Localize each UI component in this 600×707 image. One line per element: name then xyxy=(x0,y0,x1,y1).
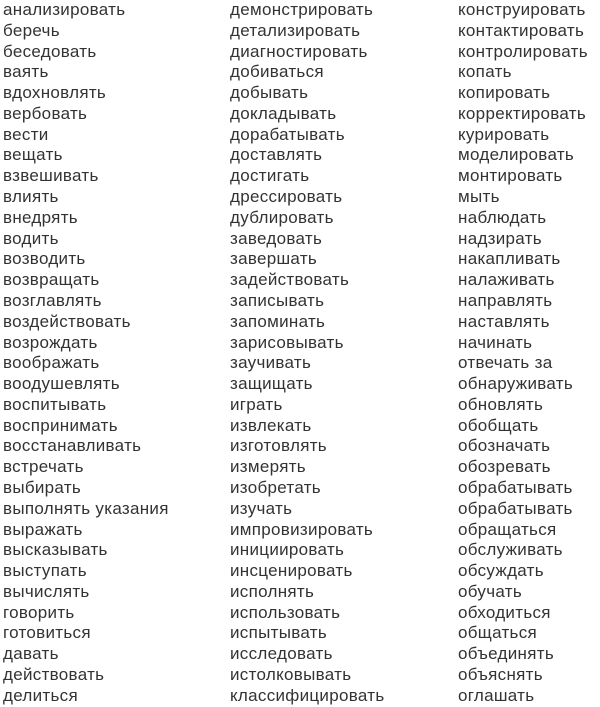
word-item: выступать xyxy=(3,561,87,581)
word-item: влиять xyxy=(3,187,59,207)
word-item: наставлять xyxy=(458,311,550,331)
word-item: обобщать xyxy=(458,415,539,435)
word-item: налаживать xyxy=(458,270,555,290)
word-item: изготовлять xyxy=(230,436,327,456)
word-item: накапливать xyxy=(458,249,561,269)
word-item: вещать xyxy=(3,145,63,165)
word-item: заучивать xyxy=(230,353,312,373)
word-item: завершать xyxy=(230,249,318,269)
word-item: общаться xyxy=(458,623,538,643)
word-item: изучать xyxy=(230,498,293,518)
word-item: вести xyxy=(3,124,49,144)
word-item: классифицировать xyxy=(230,685,385,705)
word-item: дублировать xyxy=(230,207,334,227)
word-column-3 xyxy=(458,0,588,707)
word-item: анализировать xyxy=(3,0,126,19)
word-item: изобретать xyxy=(230,477,321,497)
word-item: давать xyxy=(3,644,59,664)
word-item: обслуживать xyxy=(458,540,563,560)
word-item: оглашать xyxy=(458,685,535,705)
word-item: возводить xyxy=(3,249,86,269)
word-item: контактировать xyxy=(458,20,585,40)
word-item: обходиться xyxy=(458,602,551,622)
word-item: добывать xyxy=(230,83,309,103)
word-item: извлекать xyxy=(230,415,312,435)
word-item: восстанавливать xyxy=(3,436,142,456)
word-item: ваять xyxy=(3,62,49,82)
word-item: выбирать xyxy=(3,477,82,497)
word-item: действовать xyxy=(3,665,105,684)
word-item: моделировать xyxy=(458,145,575,165)
word-item: обрабатывать xyxy=(458,498,573,518)
word-item: докладывать xyxy=(230,103,337,123)
word-item: готовиться xyxy=(3,623,91,643)
word-item: объединять xyxy=(458,644,554,664)
word-item: возрождать xyxy=(3,332,98,352)
word-item: выражать xyxy=(3,519,83,539)
word-item: контролировать xyxy=(458,41,588,61)
word-item: играть xyxy=(230,394,283,414)
word-item: измерять xyxy=(230,457,306,477)
word-item: истолковывать xyxy=(230,665,352,684)
word-item: испытывать xyxy=(230,623,327,643)
word-item: монтировать xyxy=(458,166,563,186)
word-item: возвращать xyxy=(3,270,100,290)
word-item: защищать xyxy=(230,374,313,394)
word-item: обозначать xyxy=(458,436,551,456)
word-item: использовать xyxy=(230,602,341,622)
word-item: детализировать xyxy=(230,20,361,40)
word-item: задействовать xyxy=(230,270,350,290)
word-item: делиться xyxy=(3,685,78,705)
word-item: воспринимать xyxy=(3,415,118,435)
word-item: корректировать xyxy=(458,103,587,123)
word-item: дорабатывать xyxy=(230,124,345,144)
word-item: демонстрировать xyxy=(230,0,374,19)
word-item: беречь xyxy=(3,20,60,40)
word-item: отвечать за xyxy=(458,353,553,373)
word-item: доставлять xyxy=(230,145,323,165)
word-item: взвешивать xyxy=(3,166,99,186)
word-item: исследовать xyxy=(230,644,333,664)
word-item: воображать xyxy=(3,353,100,373)
word-item: внедрять xyxy=(3,207,78,227)
word-column-2 xyxy=(230,0,385,707)
word-item: вербовать xyxy=(3,103,88,123)
word-item: заведовать xyxy=(230,228,323,248)
word-item: запоминать xyxy=(230,311,326,331)
word-item: воспитывать xyxy=(3,394,107,414)
word-item: копать xyxy=(458,62,512,82)
word-item: исполнять xyxy=(230,581,315,601)
word-item: обращаться xyxy=(458,519,557,539)
word-item: высказывать xyxy=(3,540,108,560)
word-item: инициировать xyxy=(230,540,345,560)
word-item: импровизировать xyxy=(230,519,374,539)
word-item: обновлять xyxy=(458,394,544,414)
word-item: курировать xyxy=(458,124,550,144)
word-item: копировать xyxy=(458,83,551,103)
word-item: возглавлять xyxy=(3,290,102,310)
word-item: говорить xyxy=(3,602,75,622)
word-item: воздействовать xyxy=(3,311,131,331)
word-item: дрессировать xyxy=(230,187,343,207)
word-item: обозревать xyxy=(458,457,551,477)
word-item: обсуждать xyxy=(458,561,544,581)
word-item: добиваться xyxy=(230,62,324,82)
word-item: выполнять указания xyxy=(3,498,169,518)
word-item: направлять xyxy=(458,290,553,310)
word-item: обнаруживать xyxy=(458,374,574,394)
word-item: диагностировать xyxy=(230,41,368,61)
word-item: достигать xyxy=(230,166,310,186)
word-item: мыть xyxy=(458,187,500,207)
word-item: обрабатывать xyxy=(458,477,573,497)
word-item: вычислять xyxy=(3,581,90,601)
word-item: инсценировать xyxy=(230,561,353,581)
word-item: вдохновлять xyxy=(3,83,107,103)
word-item: наблюдать xyxy=(458,207,547,227)
word-column-1 xyxy=(3,0,169,707)
word-item: начинать xyxy=(458,332,533,352)
word-item: зарисовывать xyxy=(230,332,344,352)
word-item: встречать xyxy=(3,457,84,477)
word-item: водить xyxy=(3,228,59,248)
word-item: воодушевлять xyxy=(3,374,120,394)
word-item: записывать xyxy=(230,290,325,310)
word-item: беседовать xyxy=(3,41,97,61)
word-item: надзирать xyxy=(458,228,542,248)
word-item: конструировать xyxy=(458,0,586,19)
word-item: обучать xyxy=(458,581,522,601)
word-item: объяснять xyxy=(458,665,543,684)
